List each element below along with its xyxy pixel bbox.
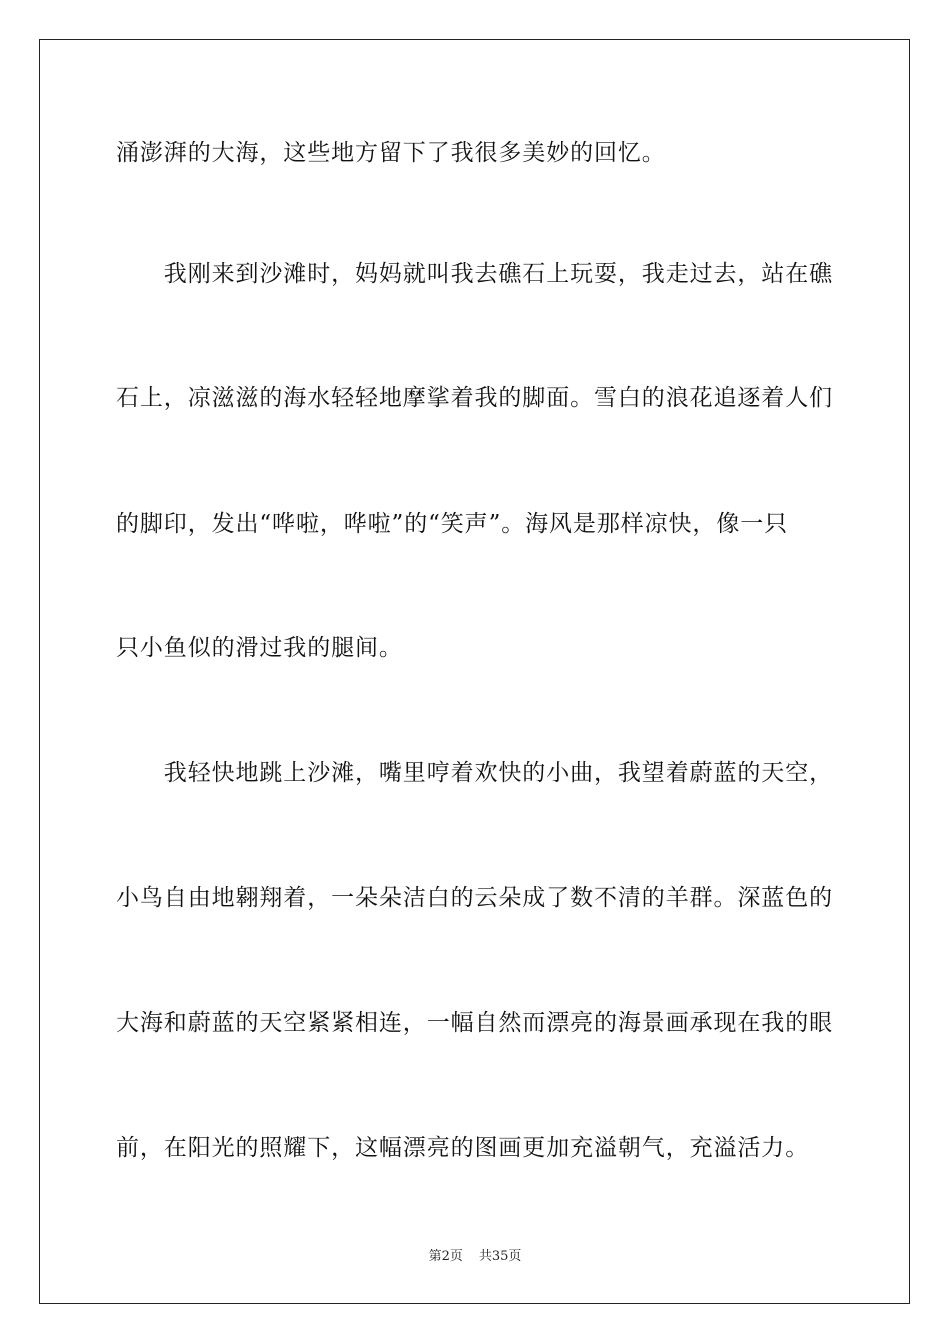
text-line: 大海和蔚蓝的天空紧紧相连，一幅自然而漂亮的海景画承现在我的眼 xyxy=(116,1010,833,1036)
text-line: 只小鱼似的滑过我的腿间。 xyxy=(116,635,403,661)
text-line: 石上，凉滋滋的海水轻轻地摩挲着我的脚面。雪白的浪花追逐着人们 xyxy=(116,385,833,411)
text-line: 我刚来到沙滩时，妈妈就叫我去礁石上玩耍，我走过去，站在礁 xyxy=(116,261,833,287)
text-line: 涌澎湃的大海，这些地方留下了我很多美妙的回忆。 xyxy=(116,140,666,166)
page-frame xyxy=(39,39,910,1304)
text-line: 的脚印，发出“哗啦，哗啦”的“笑声”。海风是那样凉快，像一只 xyxy=(116,511,789,537)
text-line: 前，在阳光的照耀下，这幅漂亮的图画更加充溢朝气，充溢活力。 xyxy=(116,1135,810,1161)
page-number: 第2页 xyxy=(428,1249,463,1264)
page-total: 共35页 xyxy=(478,1249,522,1264)
text-line: 小鸟自由地翱翔着，一朵朵洁白的云朵成了数不清的羊群。深蓝色的 xyxy=(116,885,833,911)
text-line: 我轻快地跳上沙滩，嘴里哼着欢快的小曲，我望着蔚蓝的天空， xyxy=(116,760,833,786)
page-footer xyxy=(0,1248,950,1266)
